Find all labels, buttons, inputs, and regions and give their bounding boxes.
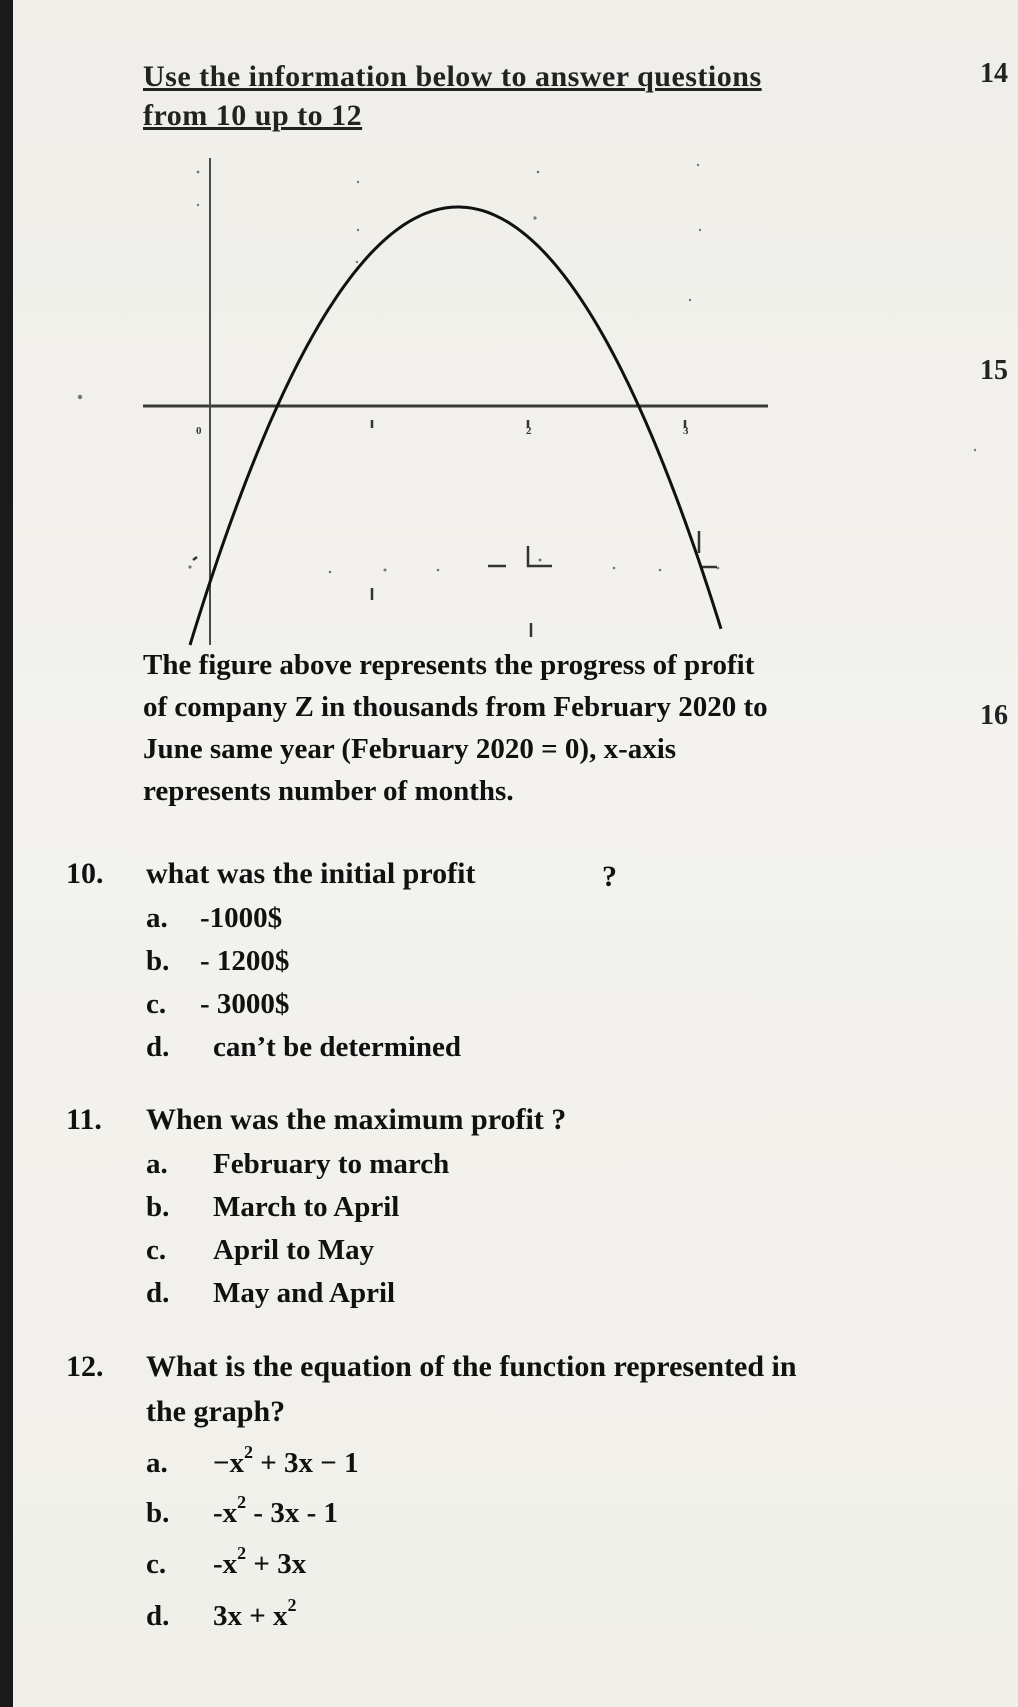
guide-strokes	[193, 531, 717, 567]
q12-option-c-pre: -x	[213, 1548, 238, 1580]
profit-curve	[190, 207, 721, 645]
question-12-text-line-1: What is the equation of the function represented in	[146, 1350, 797, 1383]
q12-option-c-exponent: 2	[237, 1543, 247, 1563]
axis-tick-marks	[372, 420, 685, 637]
q12-option-a-post: + 3x − 1	[253, 1447, 359, 1479]
caption-line-3: June same year (February 2020 = 0), x-axis	[143, 733, 677, 765]
q11-option-c-letter[interactable]: c.	[146, 1234, 167, 1266]
q12-option-a-pre: −x	[213, 1447, 245, 1479]
q11-option-b-letter[interactable]: b.	[146, 1191, 170, 1223]
q12-option-d-letter[interactable]: d.	[146, 1600, 170, 1632]
q11-option-a-text[interactable]: February to march	[213, 1148, 450, 1180]
q10-option-b-text[interactable]: - 1200$	[200, 945, 290, 977]
q11-option-c-text[interactable]: April to May	[213, 1234, 375, 1266]
tick-label-3: 3	[683, 425, 689, 437]
dotted-guide-marks	[78, 164, 976, 574]
q11-option-a-letter[interactable]: a.	[146, 1148, 168, 1180]
tick-label-2: 2	[526, 425, 532, 437]
q12-option-b-letter[interactable]: b.	[146, 1497, 170, 1529]
q12-option-c-letter[interactable]: c.	[146, 1548, 167, 1580]
tick-label-0: 0	[196, 425, 202, 437]
side-number-15: 15	[980, 355, 1008, 386]
q11-option-d-text[interactable]: May and April	[213, 1277, 396, 1309]
q10-option-a-letter[interactable]: a.	[146, 902, 168, 934]
side-number-14: 14	[980, 58, 1008, 89]
q12-option-c-expression[interactable]	[213, 1543, 307, 1581]
q12-option-b-post: - 3x - 1	[246, 1497, 338, 1529]
q12-option-d-pre: 3x + x	[213, 1600, 288, 1632]
q12-option-b-expression[interactable]	[213, 1492, 338, 1530]
question-11-number: 11.	[66, 1103, 102, 1136]
instruction-line-1: Use the information below to answer questions	[143, 60, 762, 93]
q10-option-b-letter[interactable]: b.	[146, 945, 170, 977]
q11-option-b-text[interactable]: March to April	[213, 1191, 400, 1223]
caption-line-1: The figure above represents the progress of profit	[143, 649, 755, 681]
caption-line-2: of company Z in thousands from February 2020 to	[143, 691, 768, 723]
q12-option-b-exponent: 2	[237, 1492, 247, 1512]
question-10-text: what was the initial profit	[146, 857, 476, 890]
instruction-line-2: from 10 up to 12	[143, 99, 363, 132]
profit-graph	[0, 0, 1018, 660]
q12-option-a-letter[interactable]: a.	[146, 1447, 168, 1479]
caption-line-4: represents number of months.	[143, 775, 514, 807]
side-number-16: 16	[980, 700, 1008, 731]
q10-option-c-text[interactable]: - 3000$	[200, 988, 290, 1020]
question-10-number: 10.	[66, 857, 104, 890]
q10-option-a-text[interactable]: -1000$	[200, 902, 283, 934]
question-12-text-line-2: the graph?	[146, 1395, 286, 1428]
q11-option-d-letter[interactable]: d.	[146, 1277, 170, 1309]
question-12-number: 12.	[66, 1350, 104, 1383]
q12-option-a-exponent: 2	[244, 1442, 254, 1462]
q12-option-d-exponent: 2	[287, 1595, 297, 1615]
q12-option-d-expression[interactable]	[213, 1595, 297, 1633]
question-10-mark: ?	[602, 860, 617, 893]
q12-option-a-expression[interactable]	[213, 1442, 359, 1480]
q10-option-d-letter[interactable]: d.	[146, 1031, 170, 1063]
question-11-text: When was the maximum profit ?	[146, 1103, 567, 1136]
q10-option-c-letter[interactable]: c.	[146, 988, 167, 1020]
q10-option-d-text[interactable]: can’t be determined	[213, 1031, 462, 1063]
q12-option-b-pre: -x	[213, 1497, 238, 1529]
q12-option-c-post: + 3x	[246, 1548, 307, 1580]
